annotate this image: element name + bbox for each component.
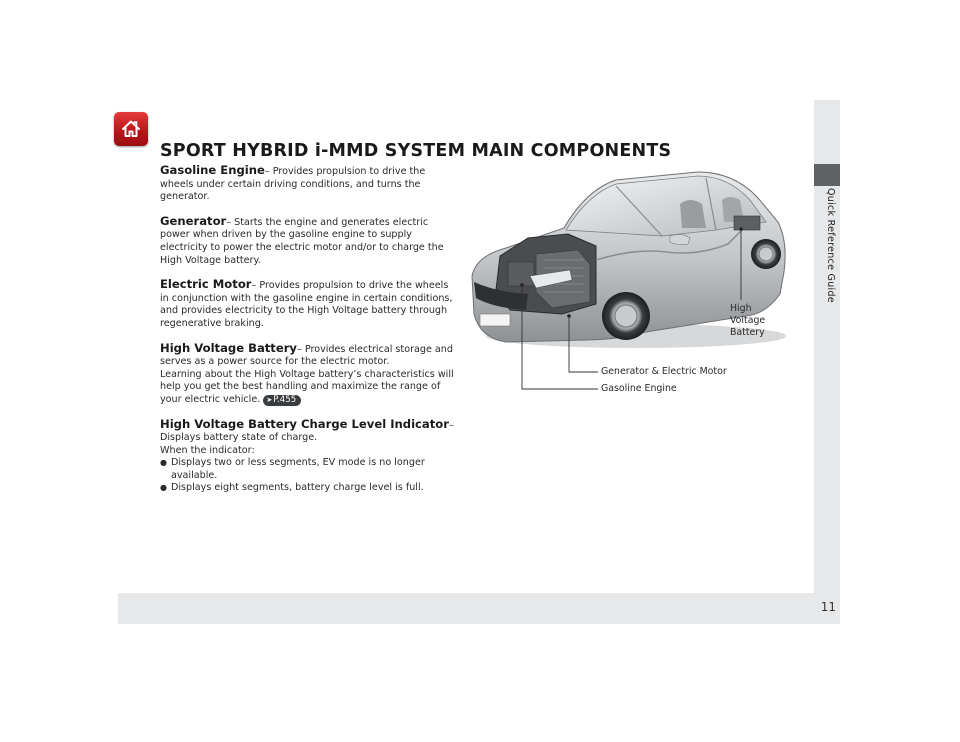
callout-high-voltage-battery bbox=[730, 303, 765, 339]
term-generator: Generator bbox=[160, 213, 227, 228]
term-electric-motor: Electric Motor bbox=[160, 277, 252, 292]
side-label: Quick Reference Guide bbox=[825, 188, 836, 303]
section-gasoline-engine bbox=[160, 164, 456, 204]
term-charge-level-indicator: High Voltage Battery Charge Level Indicator bbox=[160, 416, 449, 431]
callout-battery-line3: Battery bbox=[730, 327, 765, 338]
section-high-voltage-battery bbox=[160, 342, 456, 407]
term-gasoline-engine: Gasoline Engine bbox=[160, 163, 265, 177]
arrow-right-icon: ➤ bbox=[266, 395, 273, 404]
footer-band bbox=[118, 593, 840, 624]
list-item: ● Displays two or less segments, EV mode is no longer available. bbox=[160, 457, 456, 482]
indicator-intro: When the indicator: bbox=[160, 444, 255, 456]
section-charge-level-indicator bbox=[160, 418, 456, 496]
section-tab-marker[interactable] bbox=[814, 164, 840, 186]
battery-note: Learning about the High Voltage battery’s characteristics will help you get the best handling and maximize the range of your electric vehicle. bbox=[160, 368, 454, 405]
component-descriptions bbox=[160, 164, 456, 506]
section-electric-motor bbox=[160, 278, 456, 330]
callout-gasoline-engine: Gasoline Engine bbox=[601, 383, 677, 394]
page-reference-link[interactable] bbox=[263, 395, 301, 406]
home-icon bbox=[120, 118, 142, 140]
page-number: 11 bbox=[820, 600, 836, 614]
desc-generator: – Starts the engine and generates electric power when driven by the gasoline engine to supply electricity to power the electric motor and/or to charge the High Voltage battery. bbox=[160, 216, 444, 266]
desc-electric-motor: – Provides propulsion to drive the wheels in conjunction with the gasoline engine in certain conditions, and provides electricity to the High Voltage battery through regenerative braking. bbox=[160, 280, 453, 329]
page-reference-label: P.455 bbox=[273, 394, 297, 405]
section-generator bbox=[160, 215, 456, 267]
term-high-voltage-battery: High Voltage Battery bbox=[160, 340, 297, 355]
callout-generator-electric-motor: Generator & Electric Motor bbox=[601, 366, 727, 377]
indicator-list bbox=[160, 457, 456, 495]
page-title: SPORT HYBRID i-MMD SYSTEM MAIN COMPONENTS bbox=[160, 141, 672, 161]
list-item: ● Displays eight segments, battery charge level is full. bbox=[160, 482, 456, 495]
callout-battery-line1: High bbox=[730, 303, 752, 314]
callout-battery-line2: Voltage bbox=[730, 315, 766, 326]
desc-high-voltage-battery: – Provides electrical storage and serves as a power source for the electric motor. bbox=[160, 343, 453, 368]
desc-gasoline-engine: – Provides propulsion to drive the wheels under certain driving conditions, and turns the generator. bbox=[160, 166, 426, 203]
desc-charge-level-indicator: – Displays battery state of charge. bbox=[160, 419, 454, 444]
home-button[interactable] bbox=[114, 112, 148, 146]
